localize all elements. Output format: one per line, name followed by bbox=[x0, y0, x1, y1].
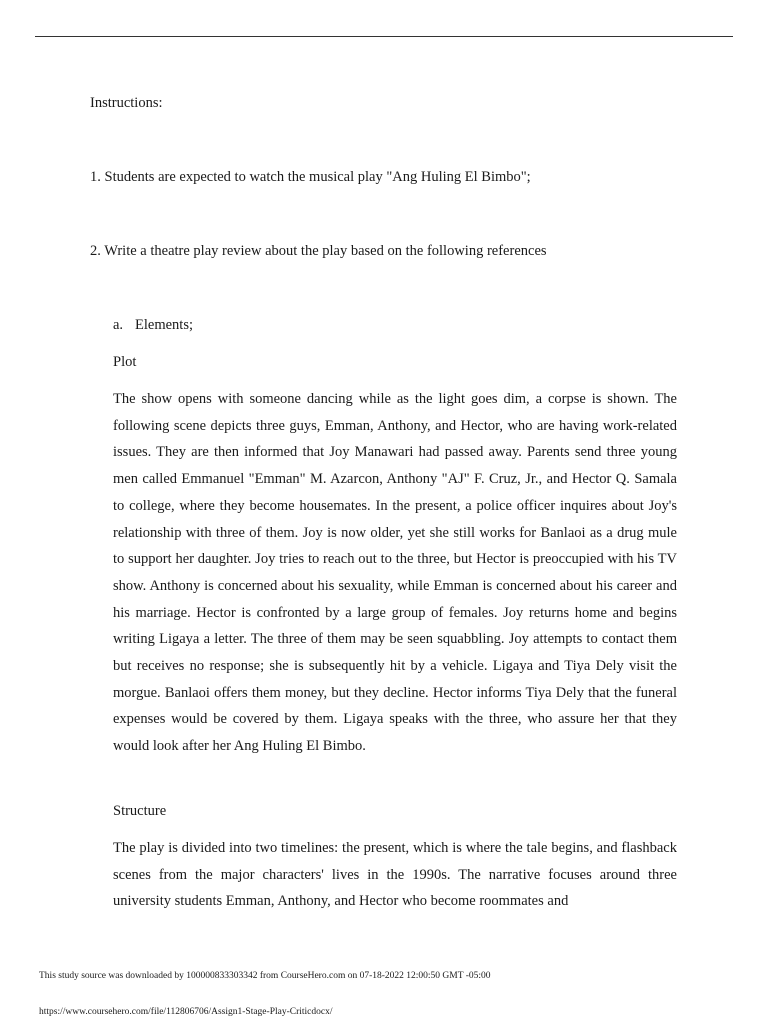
section-body-plot: The show opens with someone dancing while as the light goes dim, a corpse is shown. The following scene depicts three guys, Emman, Anthony, and Hector, who are having work-related issues. They are then informed that Joy Manawari had passed away. Parents send three young men called Emmanuel "Emman" M. Azarcon, Anthony "AJ" F. Cruz, Jr., and Hector Q. Samala to college, where they become housemates. In the present, a police officer inquires about Joy's relationship with three of them. Joy is now older, yet she still works for Banlaoi as a drug mule to support her daughter. Joy tries to reach out to the three, but Hector is preoccupied with his TV show. Anthony is concerned about his sexuality, while Emman is concerned about his career and his marriage. Hector is confronted by a large group of females. Joy returns home and begins writing Ligaya a letter. The three of them may be seen squabbling. Joy attempts to contact them but receives no response; she is subsequently hit by a vehicle. Ligaya and Tiya Dely visit the morgue. Banlaoi offers them money, but they decline. Hector informs Tiya Dely that the funeral expenses would be covered by them. Ligaya speaks with the three, who assure her that they would look after her Ang Huling El Bimbo. bbox=[113, 391, 677, 755]
source-url[interactable]: https://www.coursehero.com/file/112806706/Assign1-Stage-Play-Criticdocx/ bbox=[39, 1007, 333, 1017]
section-body-structure: The play is divided into two timelines: the present, which is where the tale begins, and flashback scenes from the major characters' lives in the 1990s. The narrative focuses around three university students Emman, Anthony, and Hector who become roommates and bbox=[113, 840, 677, 910]
page-header-rule bbox=[35, 36, 733, 37]
instructions-label: Instructions: bbox=[90, 95, 163, 111]
download-note: This study source was downloaded by 100000833303342 from CourseHero.com on 07-18-2022 12:00:50 GMT -05:00 bbox=[39, 971, 491, 981]
sub-item-elements bbox=[113, 316, 193, 334]
sub-item-label: Elements; bbox=[135, 317, 193, 333]
instruction-step-2: 2. Write a theatre play review about the play based on the following references bbox=[90, 243, 547, 259]
instruction-step-1: 1. Students are expected to watch the musical play "Ang Huling El Bimbo"; bbox=[90, 169, 531, 185]
section-heading-structure: Structure bbox=[113, 803, 167, 819]
list-marker: a. bbox=[113, 317, 124, 333]
section-heading-plot: Plot bbox=[113, 354, 137, 370]
